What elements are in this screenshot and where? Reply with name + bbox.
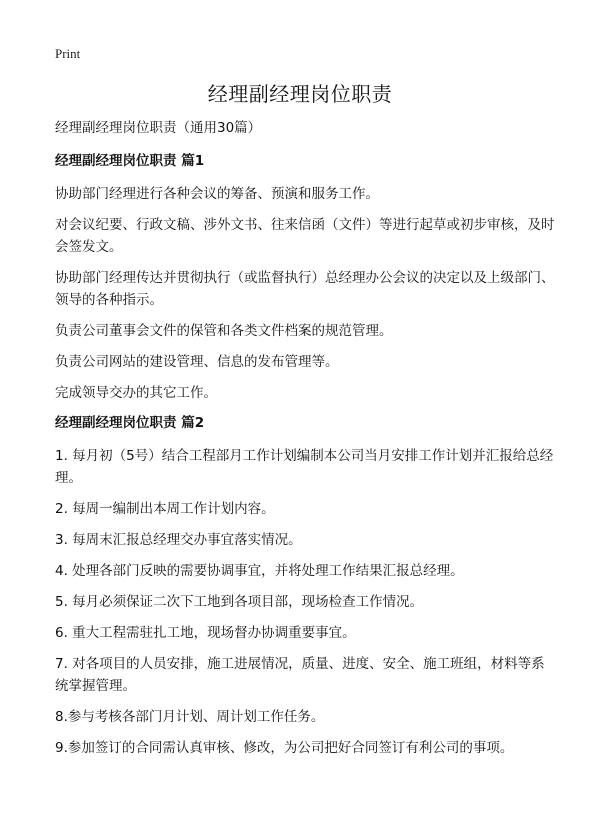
list-item: 4. 处理各部门反映的需要协调事宜，并将处理工作结果汇报总经理。 <box>55 563 464 579</box>
paragraph: 负责公司董事会文件的保管和各类文件档案的规范管理。 <box>55 323 393 339</box>
section-heading: 经理副经理岗位职责 篇2 <box>55 415 205 431</box>
section-heading: 经理副经理岗位职责 篇1 <box>55 153 205 169</box>
list-item: 1. 每月初（5号）结合工程部月工作计划编制本公司当月安排工作计划并汇报给总经理。 <box>55 448 554 486</box>
list-item: 5. 每月必须保证二次下工地到各项目部，现场检查工作情况。 <box>55 594 424 610</box>
document-body <box>55 118 555 768</box>
list-item: 9.参加签订的合同需认真审核、修改，为公司把好合同签订有利公司的事项。 <box>55 740 514 756</box>
list-item: 3. 每周末汇报总经理交办事宜落实情况。 <box>55 532 302 548</box>
page-title: 经理副经理岗位职责 <box>207 82 393 106</box>
section-1 <box>55 151 555 404</box>
paragraph: 协助部门经理传达并贯彻执行（或监督执行）总经理办公会议的决定以及上级部门、领导的各种指示。 <box>55 270 555 308</box>
paragraph: 负责公司网站的建设管理、信息的发布管理等。 <box>55 354 339 370</box>
document-subtitle: 经理副经理岗位职责（通用30篇） <box>55 120 262 136</box>
paragraph: 完成领导交办的其它工作。 <box>55 385 217 401</box>
list-item: 6. 重大工程需驻扎工地，现场督办协调重要事宜。 <box>55 625 356 641</box>
section-2 <box>55 413 555 759</box>
list-item: 8.参与考核各部门月计划、周计划工作任务。 <box>55 709 325 725</box>
list-item: 2. 每周一编制出本周工作计划内容。 <box>55 501 275 517</box>
list-item: 7. 对各项目的人员安排，施工进展情况，质量、进度、安全、施工班组，材料等系统掌握管理。 <box>55 656 545 694</box>
paragraph: 对会议纪要、行政文稿、涉外文书、往来信函（文件）等进行起草或初步审核，及时会签发文。 <box>55 217 555 255</box>
print-link[interactable]: Print <box>55 46 81 61</box>
paragraph: 协助部门经理进行各种会议的筹备、预演和服务工作。 <box>55 186 379 202</box>
